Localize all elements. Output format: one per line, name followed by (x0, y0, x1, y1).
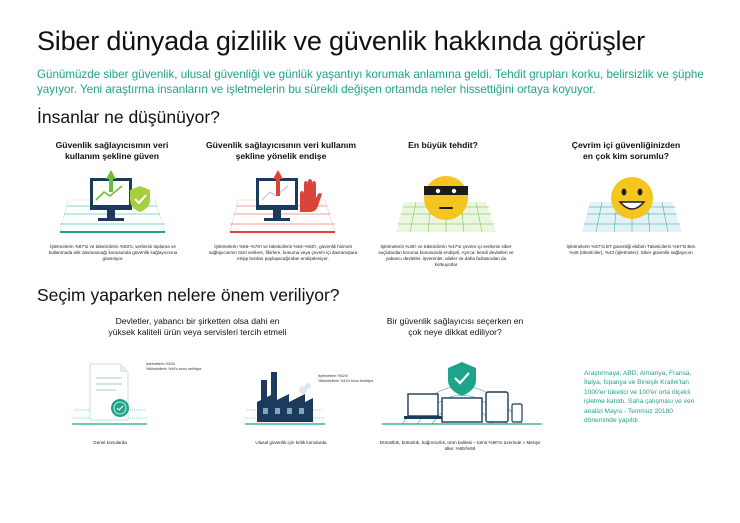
trust-monitor-illustration (60, 170, 165, 238)
section-heading-opinions: İnsanlar ne düşünüyor? (37, 107, 220, 127)
card-trust-caption: İşletmelerin %87'si ve tüketicilerin %83'ü, verilerini toplama ve kullanmada etik davranacağı konusunda güvenlik sağlayıcısına güveniyor. (48, 244, 178, 261)
page-title: Siber dünyada gizlilik ve güvenlik hakkında görüşler (37, 26, 645, 56)
left-stat-national: İşletmelerin %52'si %tüketicilerin %43'ü bunu belirtiyor (318, 374, 374, 383)
card-responsible-caption: İşletmelerin %57'si BT güvenliği ekibim Tüketicilerin %57'si Ben %45 (tüketiciler), %43 (işletmeler): Siber güvenlik sağlayıcım (566, 244, 696, 255)
section-heading-choices: Seçim yaparken nelere önem veriliyor? (37, 285, 340, 305)
intro-text: Günümüzde siber güvenlik, ulusal güvenliği ve günlük yaşantıyı korumak anlamına geldi. Tehdit grupları korku, belirsizlik ve şüphe yayıyor. Yeni araştırma insanların ve işletmelerin bu sürekli değişen ortamda neler hissettiğini ortaya koyuyor. (37, 68, 704, 96)
methodology-note: Araştırmaya; ABD, Almanya, Fransa, İtalya, İspanya ve Birleşik Krallık'tan 1000'er tüketici ve 100'er orta ölçekli işletme katıldı. Saha çalışması ve veri analizi Mayıs - Temmuz 20180 döneminde yapıldı. (584, 370, 695, 425)
devices-shield-illustration (382, 358, 542, 430)
left-label-general: Genel konularda (93, 440, 127, 445)
left-question-title: Devletler, yabancı bir şirketten olsa dahi en yüksek kaliteli ürün veya servisleri tercih etmeli (108, 316, 287, 337)
card-threat-title: En büyük tehdit? (408, 140, 478, 150)
smiley-face-illustration (582, 168, 682, 238)
card-concern-caption: İşletmelerin %65–%78'i ve tüketicilerin %54–%60'ı, güvenlik hizmeti sağlayıcısının özel verilere, fikirlere, konuma veya çevrim içi davranışlara erişip bunları paylaşacağından endişeleniyor. (208, 244, 358, 261)
factory-illustration (245, 362, 325, 428)
left-stat-general: İşletmelerin %53'ü %tüketicilerin %49'u bunu belirtiyor (146, 362, 202, 371)
certificate-illustration (72, 360, 147, 428)
concern-monitor-illustration (230, 170, 335, 238)
card-responsible-title: Çevrim içi güvenliğinizden en çok kim sorumlu? (571, 140, 681, 161)
left-label-national: Ulusal güvenlik için kritik konularda (255, 440, 327, 445)
right-caption: Dürüstlük, bütünlük, bağımsızlık, ürün kalitesi – tümü %90'ın üzerinde » Menşe ülke: %85/%59 (379, 440, 541, 451)
right-question-title: Bir güvenlik sağlayıcısı seçerken en çok neye dikkat ediliyor? (386, 316, 524, 337)
card-concern-title: Güvenlik sağlayıcısının veri kullanım şekline yönelik endişe (206, 140, 356, 161)
card-trust-title: Güvenlik sağlayıcısının veri kullanım şekline güven (55, 140, 169, 161)
threat-face-illustration (396, 168, 496, 238)
card-threat-caption: İşletmelerin %45'i ve tüketicilerin %47'si çevrim içi verilerini siber suçlulardan koruma konusunda endişeli. Ayrıca; kendi devletleri ve yabancı devletler, işverenler, aileler ve daha fazlasından da korkuyorlar (378, 244, 514, 267)
